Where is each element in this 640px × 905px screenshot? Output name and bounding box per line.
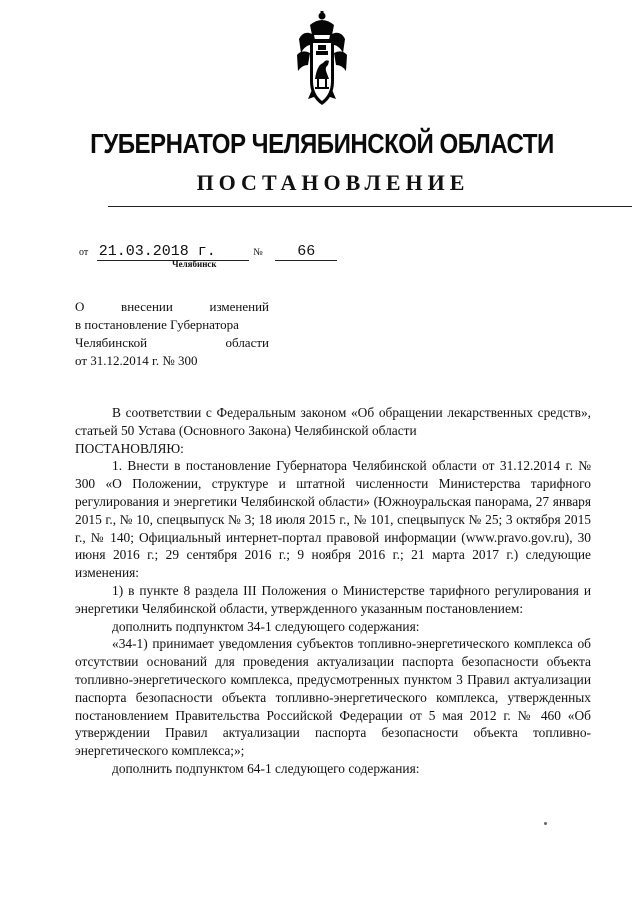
subject-line: О внесении изменений [75, 299, 269, 314]
document-number: 66 [275, 243, 337, 261]
subclause-34-1-text: «34-1) принимает уведомления субъектов топливно-энергетического комплекса об отсутствии оснований для проведения актуализации паспорта безопасности объекта топливно-энергетического комплекса, предусмотренных пунктом 3 Правил актуализации паспорта безопасности объекта топливно-энергетического комплекса, утвержденных постановлением Правительства Российской Федерации от 5 мая 2012 г. № 460 «Об утверждении Правил актуализации паспорта безопасности объекта топливно-энергетического комплекса;»; [75, 636, 591, 759]
header-divider [108, 206, 632, 207]
date-prefix-label: от [79, 247, 89, 258]
document-body [75, 404, 591, 778]
number-label: № [253, 247, 263, 258]
issuing-authority-heading: ГУБЕРНАТОР ЧЕЛЯБИНСКОЙ ОБЛАСТИ [90, 128, 554, 159]
document-date: 21.03.2018 г. [97, 243, 249, 261]
subject-line: от 31.12.2014 г. № 300 [75, 353, 198, 368]
subject-line: в постановление Губернатора [75, 317, 239, 332]
subject-line: Челябинской области [75, 335, 269, 350]
preamble-paragraph: В соответствии с Федеральным законом «Об обращении лекарственных средств», статьей 50 Устава (Основного Закона) Челябинской области [75, 405, 591, 438]
add-subclause-64-1: дополнить подпунктом 64-1 следующего содержания: [112, 760, 420, 776]
item-1-subitem-1: 1) в пункте 8 раздела III Положения о Министерстве тарифного регулирования и энергетики Челябинской области, утвержденного указанным постановлением: [75, 582, 591, 616]
item-1-paragraph: 1. Внести в постановление Губернатора Челябинской области от 31.12.2014 г. № 300 «О Положении, структуре и штатной численности Министерства тарифного регулирования и энергетики Челябинской области» (Южноуральская панорама, 27 января 2015 г., № 10, спецвыпуск № 3; 18 июля 2015 г., № 101, спецвыпуск № 25; 3 октября 2015 г., № 140; Официальный интернет-портал правовой информации (www.pravo.gov.ru), 30 июня 2016 г.; 29 сентября 2016 г.; 9 ноября 2016 г.; 21 марта 2017 г.) следующие изменения: [75, 458, 591, 581]
scan-speck [544, 822, 547, 825]
document-type-heading: ПОСТАНОВЛЕНИЕ [196, 170, 470, 195]
document-subject [75, 298, 269, 370]
decree-word: ПОСТАНОВЛЯЮ: [75, 440, 184, 456]
city-label: Челябинск [172, 259, 217, 269]
add-subclause-34-1: дополнить подпунктом 34-1 следующего содержания: [112, 618, 420, 634]
coat-of-arms-icon [296, 9, 348, 109]
